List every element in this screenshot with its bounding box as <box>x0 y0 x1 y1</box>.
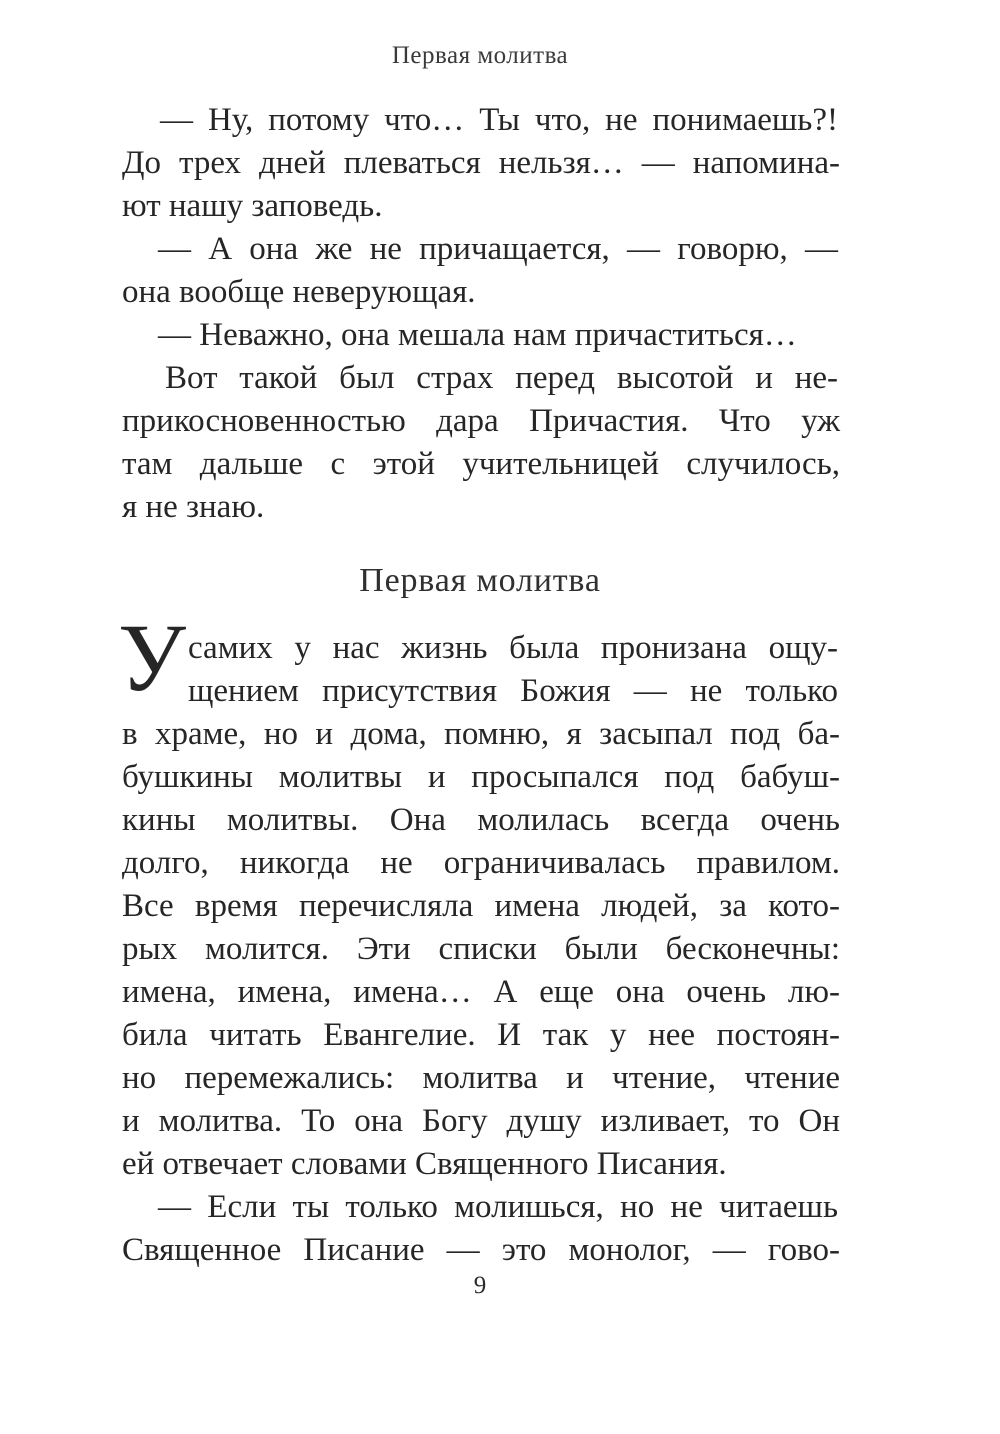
text-line: и молитва. То она Богу душу изливает, то Он <box>122 1103 840 1139</box>
text-line: там дальше с этой учительницей случилось, <box>122 446 840 482</box>
text-line: Священное Писание — это монолог, — гово- <box>122 1232 840 1268</box>
text-line: — А она же не причащается, — говорю, — <box>158 231 838 267</box>
text-line: но перемежались: молитва и чтение, чтение <box>122 1060 840 1096</box>
text-line: — Если ты только молишься, но не читаешь <box>158 1189 838 1225</box>
running-head: Первая молитва <box>391 42 569 69</box>
text-line: бушкины молитвы и просыпался под бабуш- <box>122 759 840 795</box>
text-line: имена, имена, имена… А еще она очень лю- <box>122 974 840 1010</box>
text-line: била читать Евангелие. И так у нее постоян- <box>122 1017 840 1053</box>
text-line: Вот такой был страх перед высотой и не- <box>165 360 838 396</box>
text-line: — Неважно, она мешала нам причаститься… <box>158 317 797 353</box>
text-line: — Ну, потому что… Ты что, не понимаешь?! <box>160 102 838 138</box>
text-line: она вообще неверующая. <box>122 274 476 310</box>
text-line: долго, никогда не ограничивалась правилом. <box>122 845 840 881</box>
text-line: щением присутствия Божия — не только <box>188 673 838 709</box>
text-line: До трех дней плеваться нельзя… — напомина- <box>122 145 840 181</box>
section-title: Первая молитва <box>359 562 601 599</box>
drop-cap: У <box>118 604 186 711</box>
text-line: рых молится. Эти списки были бесконечны: <box>122 931 840 967</box>
text-line: в храме, но и дома, помню, я засыпал под ба- <box>122 716 840 752</box>
text-line: самих у нас жизнь была пронизана ощу- <box>188 630 838 666</box>
text-line: прикосновенностью дара Причастия. Что уж <box>122 403 840 439</box>
text-line: я не знаю. <box>122 489 265 525</box>
page-number: 9 <box>473 1272 487 1299</box>
text-line: Все время перечисляла имена людей, за кото- <box>122 888 840 924</box>
text-line: ей отвечает словами Священного Писания. <box>122 1146 727 1182</box>
text-line: кины молитвы. Она молилась всегда очень <box>122 802 840 838</box>
text-line: ют нашу заповедь. <box>122 188 383 224</box>
